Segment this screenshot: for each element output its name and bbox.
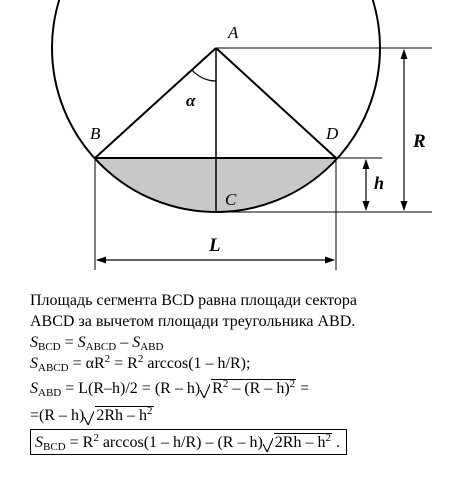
label-c: C bbox=[225, 190, 237, 209]
sqrt-symbol: $2Rh - h^2$ bbox=[84, 405, 153, 426]
formula-line-1: $S_{BCD} = S_{ABCD} - S_{ABD}$ bbox=[30, 334, 164, 353]
result-formula: $S_{BCD} = R^2$ arccos(1 – h/R) – (R – h) $2Rh - h^2$ . bbox=[30, 429, 347, 455]
label-h: h bbox=[374, 173, 385, 193]
text-line-1: Площадь сегмента BCD равна площади сектора bbox=[30, 292, 357, 309]
angle-alpha-arc bbox=[192, 70, 216, 81]
label-l: L bbox=[209, 235, 221, 256]
formula-line-2: $S_{ABCD} = \alpha R^2 = R^2$ arccos(1 – h/R); bbox=[30, 353, 251, 374]
radius-ab bbox=[95, 48, 216, 158]
sqrt-symbol: $R^2 - (R - h)^2$ bbox=[200, 378, 296, 399]
radius-ad bbox=[216, 48, 336, 158]
formula-line-3: $S_{ABD} = L(R-h)/2 = (R - h)$ $R^2 - (R - h)^2$ = bbox=[30, 378, 310, 399]
text-line-2: ABCD за вычетом площади треугольника ABD. bbox=[30, 313, 356, 330]
label-r: R bbox=[413, 131, 426, 152]
label-alpha: α bbox=[186, 91, 196, 110]
label-b: B bbox=[90, 124, 101, 143]
label-d: D bbox=[326, 124, 339, 143]
label-a: A bbox=[228, 23, 239, 42]
explanation-text bbox=[30, 290, 450, 455]
formula-line-4: =(R – h) $2Rh - h^2$ bbox=[30, 405, 153, 424]
sqrt-symbol: $2Rh - h^2$ bbox=[263, 432, 332, 453]
